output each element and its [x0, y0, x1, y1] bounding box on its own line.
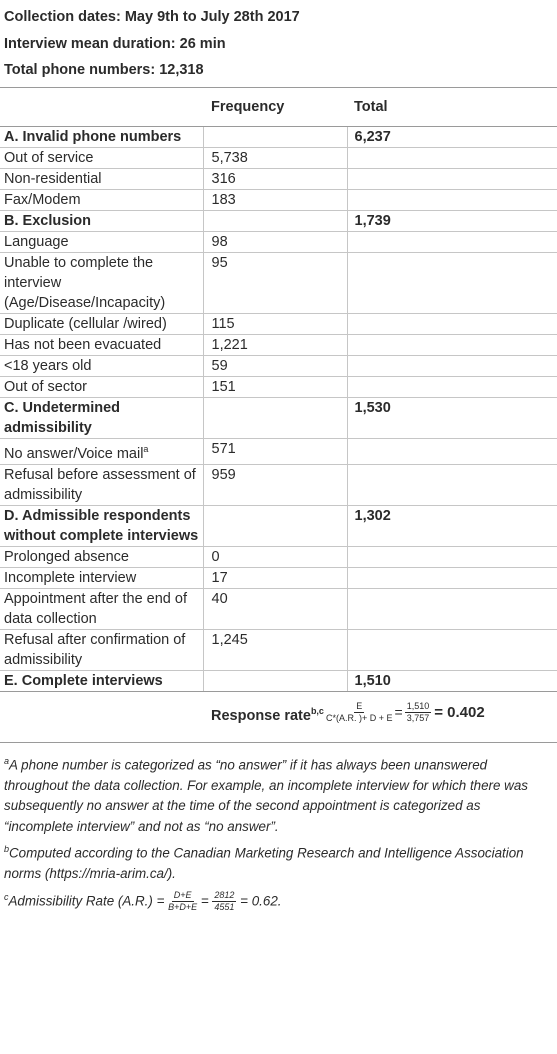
frequency-cell: 959 — [203, 464, 347, 505]
frequency-cell: 40 — [203, 588, 347, 629]
total-cell — [347, 546, 557, 567]
category-row — [0, 670, 557, 691]
footnote-c: $^c$Admissibility Rate (A.R.) = $\frac{D+E}{B+D+E}$ = $\frac{2812}{4551}$ = 0.62. — [4, 890, 282, 913]
frequency-cell: 1,221 — [203, 335, 347, 356]
row-label: B. Exclusion — [0, 211, 203, 232]
total-phone-numbers: Total phone numbers: 12,318 — [4, 62, 204, 79]
total-cell: 1,510 — [347, 670, 557, 691]
frequency-cell: 183 — [203, 190, 347, 211]
row-label: D. Admissible respondents without complete interviews — [0, 505, 203, 546]
frequency-cell — [203, 670, 347, 691]
table-row — [0, 546, 557, 567]
table-row — [0, 314, 557, 335]
total-cell: 1,302 — [347, 505, 557, 546]
row-label: No answer/Voice mail$^a$ — [0, 439, 203, 465]
total-cell — [347, 356, 557, 377]
category-row — [0, 211, 557, 232]
table-row — [0, 190, 557, 211]
row-label: Out of service — [0, 148, 203, 169]
frequency-cell: 17 — [203, 567, 347, 588]
table-row — [0, 356, 557, 377]
row-label: Appointment after the end of data collection — [0, 588, 203, 629]
table-row — [0, 148, 557, 169]
row-label: Has not been evacuated — [0, 335, 203, 356]
table-row — [0, 335, 557, 356]
frequency-cell — [203, 505, 347, 546]
total-cell — [347, 567, 557, 588]
table-row — [0, 629, 557, 670]
row-label: C. Undetermined admissibility — [0, 398, 203, 439]
results-table — [0, 126, 557, 691]
footnote-b: $^b$Computed according to the Canadian Marketing Research and Intelligence Association norms (https://mria-arim.ca/). — [4, 844, 524, 882]
frequency-cell: 98 — [203, 232, 347, 253]
category-row — [0, 398, 557, 439]
table-row — [0, 567, 557, 588]
total-cell: 1,739 — [347, 211, 557, 232]
table-header-info — [0, 0, 557, 87]
total-cell — [347, 253, 557, 314]
row-label: Refusal after confirmation of admissibility — [0, 629, 203, 670]
frequency-cell — [203, 398, 347, 439]
row-label: Language — [0, 232, 203, 253]
frequency-cell: 571 — [203, 439, 347, 465]
frequency-cell: 5,738 — [203, 148, 347, 169]
table-row — [0, 588, 557, 629]
total-cell — [347, 377, 557, 398]
row-label: Non-residential — [0, 169, 203, 190]
frequency-cell: 316 — [203, 169, 347, 190]
total-cell — [347, 314, 557, 335]
table-row — [0, 253, 557, 314]
total-cell: 6,237 — [347, 127, 557, 148]
total-cell — [347, 169, 557, 190]
total-cell — [347, 629, 557, 670]
frequency-cell — [203, 127, 347, 148]
total-cell — [347, 335, 557, 356]
column-headers — [0, 88, 557, 126]
total-cell — [347, 439, 557, 465]
formula-fraction-values: $\frac{1,510}{3,757}$ — [406, 700, 430, 723]
frequency-cell: 1,245 — [203, 629, 347, 670]
row-label: Unable to complete the interview (Age/Disease/Incapacity) — [0, 253, 203, 314]
total-cell — [347, 148, 557, 169]
mean-duration: Interview mean duration: 26 min — [4, 35, 226, 52]
frequency-cell — [203, 211, 347, 232]
row-label: Duplicate (cellular /wired) — [0, 314, 203, 335]
table-row — [0, 464, 557, 505]
response-rate-value: = 0.402 — [434, 703, 485, 721]
frequency-cell: 115 — [203, 314, 347, 335]
category-row — [0, 127, 557, 148]
row-label: Refusal before assessment of admissibility — [0, 464, 203, 505]
total-header: Total — [354, 99, 388, 116]
row-label: A. Invalid phone numbers — [0, 127, 203, 148]
response-rate-row — [0, 691, 557, 743]
total-cell — [347, 464, 557, 505]
footnote-a: $^a$A phone number is categorized as “no answer” if it has always been unanswered throughout the data collection. For example, an incomplete interview for which there was subsequently no answer at the time of the second appointment is categorized as “incomplete interview” and not as “no answer”. — [4, 755, 529, 834]
response-rate-label: Response rate$^{b,c}$ — [211, 705, 324, 724]
table-row — [0, 377, 557, 398]
frequency-cell: 0 — [203, 546, 347, 567]
category-row — [0, 505, 557, 546]
row-label: Out of sector — [0, 377, 203, 398]
table-row — [0, 439, 557, 465]
frequency-header: Frequency — [211, 99, 285, 116]
total-cell — [347, 588, 557, 629]
total-cell — [347, 190, 557, 211]
row-label: E. Complete interviews — [0, 670, 203, 691]
frequency-cell: 59 — [203, 356, 347, 377]
total-cell: 1,530 — [347, 398, 557, 439]
row-label: <18 years old — [0, 356, 203, 377]
row-label: Prolonged absence — [0, 546, 203, 567]
collection-dates: Collection dates: May 9th to July 28th 2017 — [4, 9, 300, 25]
frequency-cell: 151 — [203, 377, 347, 398]
formula-fraction: $\frac{E}{C*(A.R. )+ D + E}$ — [326, 700, 393, 723]
row-label: Incomplete interview — [0, 567, 203, 588]
footnotes — [0, 743, 557, 913]
table-row — [0, 232, 557, 253]
row-label: Fax/Modem — [0, 190, 203, 211]
total-cell — [347, 232, 557, 253]
frequency-cell: 95 — [203, 253, 347, 314]
table-row — [0, 169, 557, 190]
response-rate-formula: $\frac{E}{C*(A.R. )+ D + E}$ = $\frac{1,510}{3,757}$ = 0.402 — [326, 700, 485, 723]
